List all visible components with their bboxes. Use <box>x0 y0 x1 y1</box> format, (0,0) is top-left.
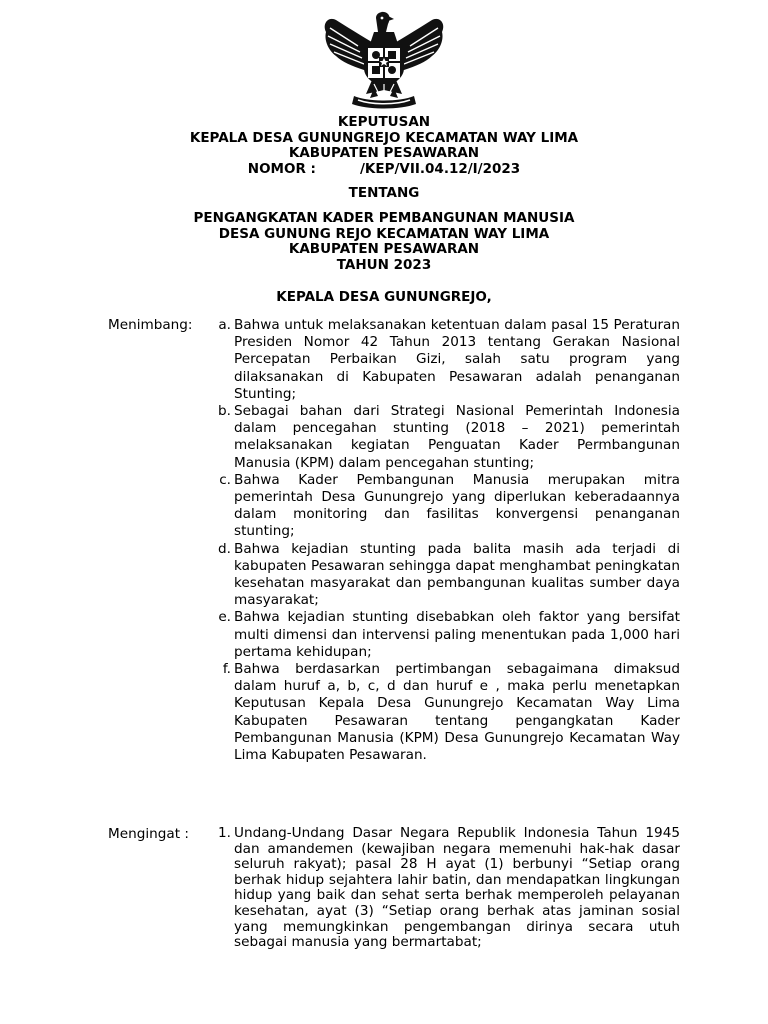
menimbang-label: Menimbang: <box>108 317 193 333</box>
village-head-heading: KEPALA DESA GUNUNGREJO, <box>276 289 492 305</box>
subject-line-1: PENGANGKATAN KADER PEMBANGUNAN MANUSIA <box>193 210 575 226</box>
regency-title: KABUPATEN PESAWARAN <box>288 145 480 161</box>
subject-line-3: KABUPATEN PESAWARAN <box>288 241 480 257</box>
item-marker: b. <box>218 403 231 420</box>
list-item <box>210 541 680 610</box>
list-item <box>210 609 680 661</box>
item-marker: f. <box>222 661 231 678</box>
garuda-emblem-icon <box>318 10 450 110</box>
tentang-heading: TENTANG <box>348 185 420 201</box>
list-item <box>210 661 680 764</box>
item-text: Undang-Undang Dasar Negara Republik Indonesia Tahun 1945 dan amandemen (kewajiban negara memenuhi hak-hak dasar seluruh rakyat); pasal 28 H ayat (1) berbunyi “Setiap orang berhak hidup sejahtera lahir batin, dan mendapatkan lingkungan hidup yang baik dan sehat serta berhak memperoleh pelayanan kesehatan, ayat (3) “Setiap orang berhak atas jaminan sosial yang memungkinkan pengembangan dirinya secara utuh sebagai manusia yang bermartabat; <box>234 825 680 951</box>
subject-line-4: TAHUN 2023 <box>336 256 432 273</box>
item-marker: a. <box>218 317 231 333</box>
garuda-emblem <box>318 10 450 110</box>
decree-subject <box>0 211 768 273</box>
decree-number-label: NOMOR : <box>247 160 316 177</box>
item-marker: e. <box>218 609 231 626</box>
decree-title: KEPUTUSAN <box>337 114 431 130</box>
mengingat-label: Mengingat : <box>108 826 189 842</box>
decree-number-value: /KEP/VII.04.12/I/2023 <box>359 160 521 177</box>
item-marker: d. <box>218 540 231 557</box>
menimbang-list <box>210 317 680 764</box>
list-item <box>210 826 680 951</box>
decree-header <box>0 115 768 177</box>
item-marker: c. <box>219 471 231 488</box>
item-text: Bahwa Kader Pembangunan Manusia merupakan mitra pemerintah Desa Gunungrejo yang diperlukan keberadaannya dalam monitoring dan fasilitas konvergensi penanganan stunting; <box>234 471 680 540</box>
item-text: Bahwa kejadian stunting pada balita masih ada terjadi di kabupaten Pesawaran sehingga dapat menghambat peningkatan kesehatan masyarakat dan pembangunan kualitas sumber daya masyarakat; <box>234 540 680 609</box>
item-marker: 1. <box>218 825 231 841</box>
item-text: Bahwa berdasarkan pertimbangan sebagaimana dimaksud dalam huruf a, b, c, d dan huruf e , maka perlu menetapkan Keputusan Kepala Desa Gunungrejo Kecamatan Way Lima Kabupaten Pesawaran tentang pengangkatan Kader Pembangunan Manusia (KPM) Desa Gunungrejo Kecamatan Way Lima Kabupaten Pesawaran. <box>234 661 680 764</box>
item-text: Bahwa untuk melaksanakan ketentuan dalam pasal 15 Peraturan Presiden Nomor 42 Tahun 2013 tentang Gerakan Nasional Percepatan Perbaikan Gizi, salah satu program yang dilaksanakan di Kabupaten Pesawaran adalah penanganan Stunting; <box>234 317 680 402</box>
mengingat-list <box>210 826 680 951</box>
subject-line-2: DESA GUNUNG REJO KECAMATAN WAY LIMA <box>218 225 550 242</box>
list-item <box>210 317 680 403</box>
list-item <box>210 403 680 472</box>
item-text: Sebagai bahan dari Strategi Nasional Pemerintah Indonesia dalam pencegahan stunting (2018 – 2021) pemerintah melaksanakan kegiatan Penguatan Kader Permbangunan Manusia (KPM) dalam pencegahan stunting; <box>234 403 680 471</box>
decree-number <box>0 162 768 178</box>
item-text: Bahwa kejadian stunting disebabkan oleh faktor yang bersifat multi dimensi dan intervensi paling menentukan pada 1,000 hari pertama kehidupan; <box>234 609 680 660</box>
issuer-title: KEPALA DESA GUNUNGREJO KECAMATAN WAY LIMA <box>189 129 579 146</box>
list-item <box>210 472 680 541</box>
